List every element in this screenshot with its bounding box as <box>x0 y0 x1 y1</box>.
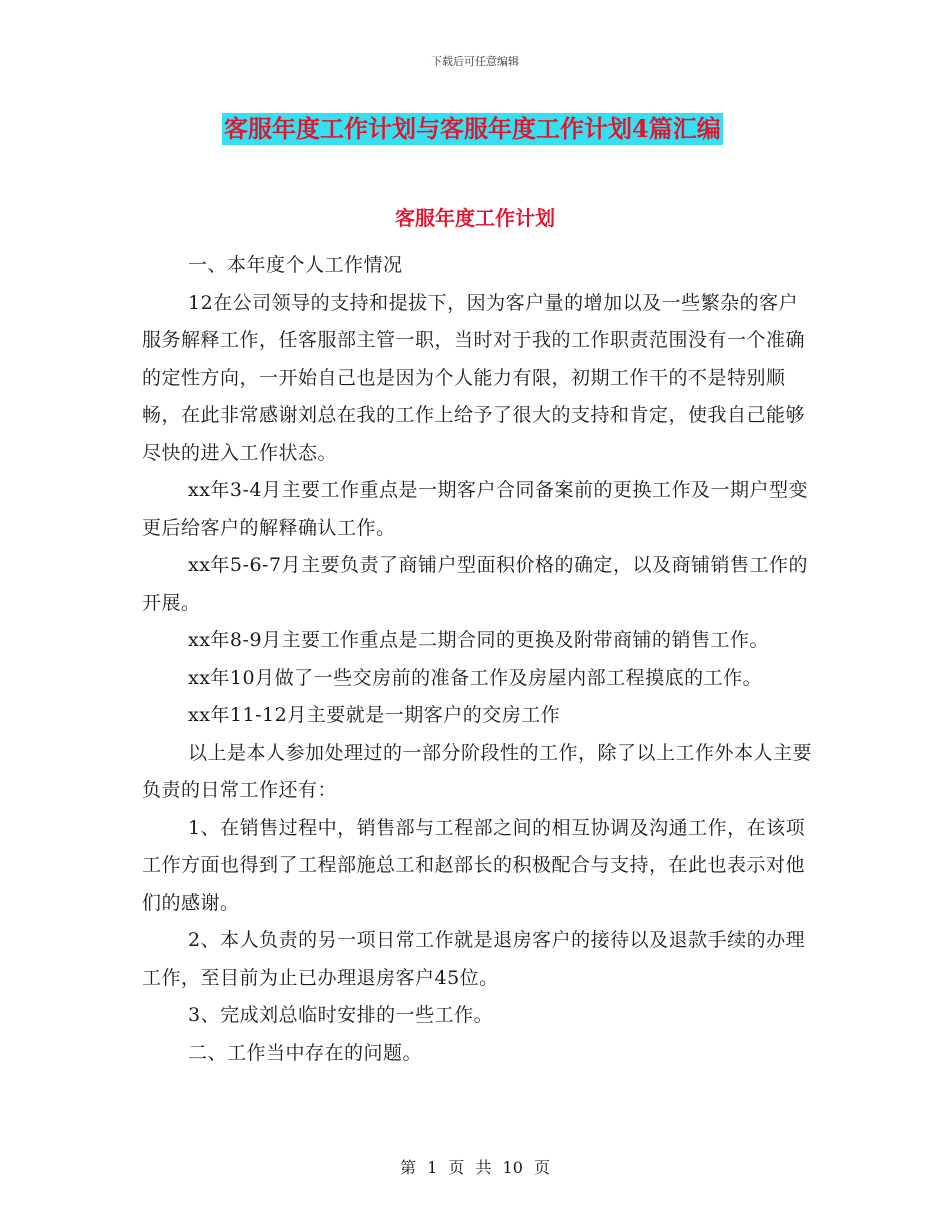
paragraph: 以上是本人参加处理过的一部分阶段性的工作，除了以上工作外本人主要负责的日常工作还有： <box>142 741 813 801</box>
list-item: 3、完成刘总临时安排的一些工作。 <box>188 1004 494 1026</box>
paragraph: xx年10月做了一些交房前的准备工作及房屋内部工程摸底的工作。 <box>188 666 763 689</box>
paragraph: xx年8-9月主要工作重点是二期合同的更换及附带商铺的销售工作。 <box>188 629 770 651</box>
paragraph-heading-2: 二、工作当中存在的问题。 <box>188 1041 423 1064</box>
paragraph: xx年5-6-7月主要负责了商铺户型面积价格的确定，以及商铺销售工作的开展。 <box>142 554 809 614</box>
page-number-footer: 第 1 页 共 10 页 <box>400 1158 550 1177</box>
paragraph: 12在公司领导的支持和提拔下，因为客户量的增加以及一些繁杂的客户服务解释工作，任客服部主管一职，当时对于我的工作职责范围没有一个准确的定性方向，一开始自己也是因为个人能力有限，初期工作干的不是特别顺畅，在此非常感谢刘总在我的工作上给予了很大的支持和肯定，使我自己能够尽快的进入工作状态。 <box>142 291 806 464</box>
document-body <box>142 247 814 1072</box>
list-item: 2、本人负责的另一项日常工作就是退房客户的接待以及退款手续的办理工作，至目前为止已办理退房客户45位。 <box>142 929 806 989</box>
page-header-note: 下载后可任意编辑 <box>431 55 519 68</box>
section-title: 客服年度工作计划 <box>395 206 555 230</box>
paragraph-heading-1: 一、本年度个人工作情况 <box>188 254 403 276</box>
document-title: 客服年度工作计划与客服年度工作计划4篇汇编 <box>224 114 721 143</box>
list-item: 1、在销售过程中，销售部与工程部之间的相互协调及沟通工作，在该项工作方面也得到了工程部施总工和赵部长的积极配合与支持，在此也表示对他们的感谢。 <box>142 816 806 914</box>
paragraph: xx年3-4月主要工作重点是一期客户合同备案前的更换工作及一期户型变更后给客户的解释确认工作。 <box>142 479 809 539</box>
paragraph: xx年11-12月主要就是一期客户的交房工作 <box>188 704 561 726</box>
